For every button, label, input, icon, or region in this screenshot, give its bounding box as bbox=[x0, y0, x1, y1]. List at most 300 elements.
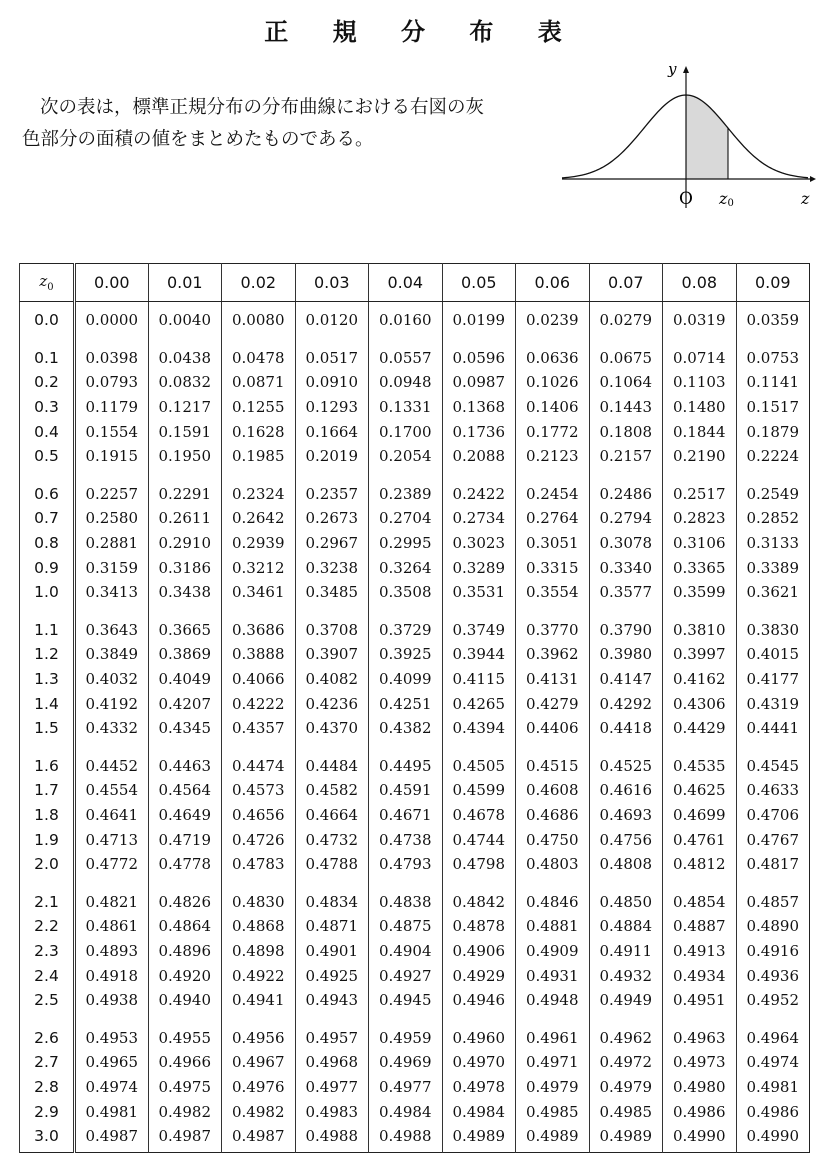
shaded-area bbox=[686, 95, 728, 179]
table-cell: 0.4591 bbox=[369, 778, 443, 803]
table-cell: 0.3186 bbox=[148, 555, 222, 580]
table-cell: 0.4015 bbox=[736, 642, 810, 667]
table-cell: 0.4147 bbox=[589, 667, 663, 692]
normal-distribution-figure bbox=[558, 58, 820, 216]
row-z-value: 2.4 bbox=[20, 963, 75, 988]
table-cell: 0.4931 bbox=[516, 963, 590, 988]
table-cell: 0.0948 bbox=[369, 370, 443, 395]
row-z-value: 0.2 bbox=[20, 370, 75, 395]
table-cell: 0.0080 bbox=[222, 302, 296, 333]
table-cell: 0.4945 bbox=[369, 988, 443, 1013]
column-header: 0.00 bbox=[75, 264, 149, 302]
table-cell: 0.3925 bbox=[369, 642, 443, 667]
row-z-value: 0.3 bbox=[20, 395, 75, 420]
table-cell: 0.4699 bbox=[663, 803, 737, 828]
table-cell: 0.2764 bbox=[516, 506, 590, 531]
table-cell: 0.4678 bbox=[442, 803, 516, 828]
table-cell: 0.4738 bbox=[369, 827, 443, 852]
table-row bbox=[20, 963, 810, 988]
table-row bbox=[20, 531, 810, 556]
row-z-value: 2.9 bbox=[20, 1099, 75, 1124]
row-z-value: 0.5 bbox=[20, 444, 75, 469]
table-cell: 0.2389 bbox=[369, 469, 443, 507]
table-cell: 0.2580 bbox=[75, 506, 149, 531]
table-cell: 0.4990 bbox=[736, 1124, 810, 1153]
table-cell: 0.2157 bbox=[589, 444, 663, 469]
table-cell: 0.4713 bbox=[75, 827, 149, 852]
table-cell: 0.4982 bbox=[222, 1099, 296, 1124]
table-body bbox=[20, 302, 810, 1153]
table-cell: 0.4966 bbox=[148, 1050, 222, 1075]
table-cell: 0.1808 bbox=[589, 419, 663, 444]
table-cell: 0.4911 bbox=[589, 939, 663, 964]
x-axis-label: z bbox=[801, 189, 810, 208]
table-cell: 0.4808 bbox=[589, 852, 663, 877]
table-row bbox=[20, 1075, 810, 1100]
table-cell: 0.4864 bbox=[148, 914, 222, 939]
table-cell: 0.4974 bbox=[75, 1075, 149, 1100]
table-row bbox=[20, 555, 810, 580]
table-cell: 0.1879 bbox=[736, 419, 810, 444]
table-cell: 0.3531 bbox=[442, 580, 516, 605]
column-header: 0.03 bbox=[295, 264, 369, 302]
table-cell: 0.0279 bbox=[589, 302, 663, 333]
table-row bbox=[20, 580, 810, 605]
table-cell: 0.4850 bbox=[589, 876, 663, 914]
table-cell: 0.2324 bbox=[222, 469, 296, 507]
table-cell: 0.3133 bbox=[736, 531, 810, 556]
table-cell: 0.4927 bbox=[369, 963, 443, 988]
table-cell: 0.4969 bbox=[369, 1050, 443, 1075]
row-z-value: 0.8 bbox=[20, 531, 75, 556]
table-cell: 0.4671 bbox=[369, 803, 443, 828]
table-cell: 0.4981 bbox=[736, 1075, 810, 1100]
table-cell: 0.4884 bbox=[589, 914, 663, 939]
table-cell: 0.4664 bbox=[295, 803, 369, 828]
table-cell: 0.2517 bbox=[663, 469, 737, 507]
table-cell: 0.4987 bbox=[222, 1124, 296, 1153]
table-cell: 0.4744 bbox=[442, 827, 516, 852]
table-cell: 0.4394 bbox=[442, 716, 516, 741]
table-cell: 0.3944 bbox=[442, 642, 516, 667]
table-cell: 0.4960 bbox=[442, 1012, 516, 1050]
table-cell: 0.1179 bbox=[75, 395, 149, 420]
table-cell: 0.4474 bbox=[222, 741, 296, 779]
table-row bbox=[20, 506, 810, 531]
table-cell: 0.2910 bbox=[148, 531, 222, 556]
table-cell: 0.0675 bbox=[589, 333, 663, 371]
table-cell: 0.4441 bbox=[736, 716, 810, 741]
table-cell: 0.4959 bbox=[369, 1012, 443, 1050]
table-cell: 0.0438 bbox=[148, 333, 222, 371]
table-cell: 0.3508 bbox=[369, 580, 443, 605]
table-cell: 0.4878 bbox=[442, 914, 516, 939]
table-cell: 0.4979 bbox=[589, 1075, 663, 1100]
table-cell: 0.3770 bbox=[516, 605, 590, 643]
table-cell: 0.4812 bbox=[663, 852, 737, 877]
table-cell: 0.4251 bbox=[369, 691, 443, 716]
table-cell: 0.1772 bbox=[516, 419, 590, 444]
table-cell: 0.4535 bbox=[663, 741, 737, 779]
table-cell: 0.3212 bbox=[222, 555, 296, 580]
table-cell: 0.4778 bbox=[148, 852, 222, 877]
table-cell: 0.4920 bbox=[148, 963, 222, 988]
table-cell: 0.4929 bbox=[442, 963, 516, 988]
table-row bbox=[20, 419, 810, 444]
table-cell: 0.0120 bbox=[295, 302, 369, 333]
table-cell: 0.3869 bbox=[148, 642, 222, 667]
x-axis-arrow bbox=[810, 176, 816, 182]
table-cell: 0.2054 bbox=[369, 444, 443, 469]
table-cell: 0.4953 bbox=[75, 1012, 149, 1050]
column-header: 0.09 bbox=[736, 264, 810, 302]
table-cell: 0.3159 bbox=[75, 555, 149, 580]
table-cell: 0.4887 bbox=[663, 914, 737, 939]
table-cell: 0.4985 bbox=[589, 1099, 663, 1124]
table-cell: 0.4932 bbox=[589, 963, 663, 988]
row-z-value: 1.6 bbox=[20, 741, 75, 779]
row-z-value: 1.8 bbox=[20, 803, 75, 828]
table-cell: 0.4505 bbox=[442, 741, 516, 779]
table-row bbox=[20, 605, 810, 643]
table-cell: 0.0871 bbox=[222, 370, 296, 395]
table-cell: 0.0987 bbox=[442, 370, 516, 395]
page-title: 正 規 分 布 表 bbox=[264, 18, 580, 46]
table-cell: 0.4985 bbox=[516, 1099, 590, 1124]
table-cell: 0.4545 bbox=[736, 741, 810, 779]
table-row bbox=[20, 333, 810, 371]
table-cell: 0.0596 bbox=[442, 333, 516, 371]
table-cell: 0.2881 bbox=[75, 531, 149, 556]
table-cell: 0.4726 bbox=[222, 827, 296, 852]
table-cell: 0.4162 bbox=[663, 667, 737, 692]
table-row bbox=[20, 716, 810, 741]
table-cell: 0.4192 bbox=[75, 691, 149, 716]
table-cell: 0.2794 bbox=[589, 506, 663, 531]
table-cell: 0.2123 bbox=[516, 444, 590, 469]
table-cell: 0.1664 bbox=[295, 419, 369, 444]
table-cell: 0.4382 bbox=[369, 716, 443, 741]
table-cell: 0.4984 bbox=[369, 1099, 443, 1124]
table-cell: 0.4913 bbox=[663, 939, 737, 964]
table-cell: 0.4319 bbox=[736, 691, 810, 716]
table-cell: 0.4978 bbox=[442, 1075, 516, 1100]
row-z-value: 0.7 bbox=[20, 506, 75, 531]
column-header: 0.01 bbox=[148, 264, 222, 302]
table-cell: 0.1064 bbox=[589, 370, 663, 395]
table-cell: 0.3686 bbox=[222, 605, 296, 643]
table-cell: 0.4881 bbox=[516, 914, 590, 939]
row-z-value: 2.2 bbox=[20, 914, 75, 939]
table-cell: 0.3708 bbox=[295, 605, 369, 643]
table-cell: 0.4236 bbox=[295, 691, 369, 716]
table-cell: 0.1368 bbox=[442, 395, 516, 420]
table-cell: 0.2257 bbox=[75, 469, 149, 507]
table-cell: 0.4904 bbox=[369, 939, 443, 964]
table-cell: 0.4049 bbox=[148, 667, 222, 692]
table-cell: 0.4986 bbox=[736, 1099, 810, 1124]
table-cell: 0.1141 bbox=[736, 370, 810, 395]
table-cell: 0.4846 bbox=[516, 876, 590, 914]
table-cell: 0.3340 bbox=[589, 555, 663, 580]
table-cell: 0.4971 bbox=[516, 1050, 590, 1075]
table-cell: 0.2549 bbox=[736, 469, 810, 507]
table-cell: 0.4793 bbox=[369, 852, 443, 877]
table-cell: 0.3078 bbox=[589, 531, 663, 556]
table-cell: 0.4965 bbox=[75, 1050, 149, 1075]
table-cell: 0.4564 bbox=[148, 778, 222, 803]
table-cell: 0.4834 bbox=[295, 876, 369, 914]
table-cell: 0.4686 bbox=[516, 803, 590, 828]
table-cell: 0.4955 bbox=[148, 1012, 222, 1050]
table-cell: 0.4854 bbox=[663, 876, 737, 914]
y-axis-arrow bbox=[683, 66, 689, 73]
table-cell: 0.0040 bbox=[148, 302, 222, 333]
table-cell: 0.1217 bbox=[148, 395, 222, 420]
table-row bbox=[20, 469, 810, 507]
table-cell: 0.4977 bbox=[295, 1075, 369, 1100]
table-cell: 0.4798 bbox=[442, 852, 516, 877]
table-row bbox=[20, 302, 810, 333]
table-cell: 0.2291 bbox=[148, 469, 222, 507]
row-z-value: 2.6 bbox=[20, 1012, 75, 1050]
table-cell: 0.2486 bbox=[589, 469, 663, 507]
table-row bbox=[20, 803, 810, 828]
normal-distribution-table bbox=[19, 263, 810, 1153]
table-cell: 0.0910 bbox=[295, 370, 369, 395]
table-cell: 0.4292 bbox=[589, 691, 663, 716]
table-cell: 0.4948 bbox=[516, 988, 590, 1013]
table-cell: 0.1103 bbox=[663, 370, 737, 395]
y-axis-label: y bbox=[668, 60, 677, 78]
table-cell: 0.0793 bbox=[75, 370, 149, 395]
table-cell: 0.4988 bbox=[295, 1124, 369, 1153]
table-cell: 0.3643 bbox=[75, 605, 149, 643]
table-cell: 0.0000 bbox=[75, 302, 149, 333]
table-cell: 0.4967 bbox=[222, 1050, 296, 1075]
column-header: 0.06 bbox=[516, 264, 590, 302]
table-cell: 0.4989 bbox=[442, 1124, 516, 1153]
table-cell: 0.3577 bbox=[589, 580, 663, 605]
table-cell: 0.4962 bbox=[589, 1012, 663, 1050]
table-cell: 0.4940 bbox=[148, 988, 222, 1013]
table-cell: 0.1406 bbox=[516, 395, 590, 420]
table-cell: 0.4990 bbox=[663, 1124, 737, 1153]
table-cell: 0.3106 bbox=[663, 531, 737, 556]
table-row bbox=[20, 370, 810, 395]
table-cell: 0.4115 bbox=[442, 667, 516, 692]
table-cell: 0.2019 bbox=[295, 444, 369, 469]
table-cell: 0.4964 bbox=[736, 1012, 810, 1050]
row-z-value: 0.4 bbox=[20, 419, 75, 444]
table-cell: 0.4988 bbox=[369, 1124, 443, 1153]
row-z-value: 1.0 bbox=[20, 580, 75, 605]
table-row bbox=[20, 1012, 810, 1050]
table-cell: 0.4357 bbox=[222, 716, 296, 741]
table-cell: 0.3997 bbox=[663, 642, 737, 667]
table-cell: 0.4554 bbox=[75, 778, 149, 803]
table-row bbox=[20, 667, 810, 692]
table-cell: 0.4982 bbox=[148, 1099, 222, 1124]
table-cell: 0.1950 bbox=[148, 444, 222, 469]
table-cell: 0.4484 bbox=[295, 741, 369, 779]
table-cell: 0.0319 bbox=[663, 302, 737, 333]
table-cell: 0.4951 bbox=[663, 988, 737, 1013]
table-cell: 0.4901 bbox=[295, 939, 369, 964]
table-cell: 0.4977 bbox=[369, 1075, 443, 1100]
table-cell: 0.1480 bbox=[663, 395, 737, 420]
table-cell: 0.4949 bbox=[589, 988, 663, 1013]
table-cell: 0.2642 bbox=[222, 506, 296, 531]
table-cell: 0.4986 bbox=[663, 1099, 737, 1124]
table-cell: 0.4641 bbox=[75, 803, 149, 828]
table-cell: 0.4934 bbox=[663, 963, 737, 988]
table-cell: 0.4922 bbox=[222, 963, 296, 988]
table-cell: 0.4857 bbox=[736, 876, 810, 914]
table-cell: 0.4941 bbox=[222, 988, 296, 1013]
table-cell: 0.4918 bbox=[75, 963, 149, 988]
table-cell: 0.4973 bbox=[663, 1050, 737, 1075]
table-cell: 0.4842 bbox=[442, 876, 516, 914]
table-cell: 0.4943 bbox=[295, 988, 369, 1013]
z0-label: z0 bbox=[719, 189, 734, 209]
table-cell: 0.4946 bbox=[442, 988, 516, 1013]
table-cell: 0.4099 bbox=[369, 667, 443, 692]
table-cell: 0.4761 bbox=[663, 827, 737, 852]
table-cell: 0.2190 bbox=[663, 444, 737, 469]
table-cell: 0.4633 bbox=[736, 778, 810, 803]
table-cell: 0.4972 bbox=[589, 1050, 663, 1075]
table-cell: 0.2939 bbox=[222, 531, 296, 556]
table-cell: 0.4896 bbox=[148, 939, 222, 964]
description-line-1: 次の表は，標準正規分布の分布曲線における右図の灰 bbox=[40, 97, 485, 118]
row-z-value: 0.1 bbox=[20, 333, 75, 371]
table-cell: 0.2734 bbox=[442, 506, 516, 531]
table-row bbox=[20, 939, 810, 964]
table-cell: 0.1628 bbox=[222, 419, 296, 444]
table-cell: 0.2357 bbox=[295, 469, 369, 507]
table-cell: 0.4082 bbox=[295, 667, 369, 692]
table-cell: 0.4957 bbox=[295, 1012, 369, 1050]
table-cell: 0.0832 bbox=[148, 370, 222, 395]
column-header: 0.08 bbox=[663, 264, 737, 302]
table-cell: 0.4207 bbox=[148, 691, 222, 716]
table-cell: 0.4936 bbox=[736, 963, 810, 988]
table-row bbox=[20, 827, 810, 852]
table-cell: 0.2422 bbox=[442, 469, 516, 507]
table-row bbox=[20, 778, 810, 803]
table-cell: 0.4974 bbox=[736, 1050, 810, 1075]
table-cell: 0.3621 bbox=[736, 580, 810, 605]
table-cell: 0.3389 bbox=[736, 555, 810, 580]
table-cell: 0.3749 bbox=[442, 605, 516, 643]
table-cell: 0.3849 bbox=[75, 642, 149, 667]
table-row bbox=[20, 642, 810, 667]
table-cell: 0.4582 bbox=[295, 778, 369, 803]
origin-label: O bbox=[679, 189, 693, 209]
table-cell: 0.4463 bbox=[148, 741, 222, 779]
table-cell: 0.1517 bbox=[736, 395, 810, 420]
table-cell: 0.3830 bbox=[736, 605, 810, 643]
table-cell: 0.4429 bbox=[663, 716, 737, 741]
table-cell: 0.4983 bbox=[295, 1099, 369, 1124]
table-cell: 0.4980 bbox=[663, 1075, 737, 1100]
table-cell: 0.4732 bbox=[295, 827, 369, 852]
row-z-value: 1.1 bbox=[20, 605, 75, 643]
table-cell: 0.4756 bbox=[589, 827, 663, 852]
table-cell: 0.0359 bbox=[736, 302, 810, 333]
table-row bbox=[20, 444, 810, 469]
table-cell: 0.4599 bbox=[442, 778, 516, 803]
table-cell: 0.1736 bbox=[442, 419, 516, 444]
table-cell: 0.1255 bbox=[222, 395, 296, 420]
row-z-value: 2.7 bbox=[20, 1050, 75, 1075]
table-cell: 0.2673 bbox=[295, 506, 369, 531]
row-z-value: 1.7 bbox=[20, 778, 75, 803]
table-cell: 0.4871 bbox=[295, 914, 369, 939]
table-cell: 0.0557 bbox=[369, 333, 443, 371]
table-cell: 0.4938 bbox=[75, 988, 149, 1013]
table-cell: 0.4975 bbox=[148, 1075, 222, 1100]
table-cell: 0.1554 bbox=[75, 419, 149, 444]
table-row bbox=[20, 1099, 810, 1124]
table-cell: 0.3962 bbox=[516, 642, 590, 667]
table-cell: 0.3365 bbox=[663, 555, 737, 580]
table-cell: 0.4981 bbox=[75, 1099, 149, 1124]
table-cell: 0.4963 bbox=[663, 1012, 737, 1050]
row-z-value: 2.1 bbox=[20, 876, 75, 914]
table-cell: 0.0239 bbox=[516, 302, 590, 333]
table-cell: 0.4693 bbox=[589, 803, 663, 828]
table-cell: 0.2995 bbox=[369, 531, 443, 556]
table-cell: 0.1844 bbox=[663, 419, 737, 444]
table-cell: 0.4925 bbox=[295, 963, 369, 988]
table-cell: 0.1591 bbox=[148, 419, 222, 444]
row-z-value: 0.0 bbox=[20, 302, 75, 333]
table-cell: 0.4495 bbox=[369, 741, 443, 779]
table-cell: 0.4838 bbox=[369, 876, 443, 914]
table-row bbox=[20, 876, 810, 914]
table-cell: 0.4826 bbox=[148, 876, 222, 914]
table-row bbox=[20, 1124, 810, 1153]
table-cell: 0.3461 bbox=[222, 580, 296, 605]
table-cell: 0.4989 bbox=[516, 1124, 590, 1153]
table-cell: 0.4968 bbox=[295, 1050, 369, 1075]
table-cell: 0.4719 bbox=[148, 827, 222, 852]
table-row bbox=[20, 395, 810, 420]
table-cell: 0.4649 bbox=[148, 803, 222, 828]
table-cell: 0.0714 bbox=[663, 333, 737, 371]
table-cell: 0.4573 bbox=[222, 778, 296, 803]
table-cell: 0.4868 bbox=[222, 914, 296, 939]
table-cell: 0.4987 bbox=[75, 1124, 149, 1153]
table-cell: 0.4970 bbox=[442, 1050, 516, 1075]
table-header-row bbox=[20, 264, 810, 302]
row-z-value: 1.2 bbox=[20, 642, 75, 667]
table-cell: 0.4961 bbox=[516, 1012, 590, 1050]
table-cell: 0.4989 bbox=[589, 1124, 663, 1153]
table-cell: 0.4976 bbox=[222, 1075, 296, 1100]
table-cell: 0.4916 bbox=[736, 939, 810, 964]
table-cell: 0.0517 bbox=[295, 333, 369, 371]
table-cell: 0.4767 bbox=[736, 827, 810, 852]
description-line-2: 色部分の面積の値をまとめたものである。 bbox=[22, 129, 374, 150]
table-cell: 0.4306 bbox=[663, 691, 737, 716]
table-cell: 0.4177 bbox=[736, 667, 810, 692]
table-cell: 0.4418 bbox=[589, 716, 663, 741]
table-row bbox=[20, 852, 810, 877]
table-cell: 0.4656 bbox=[222, 803, 296, 828]
